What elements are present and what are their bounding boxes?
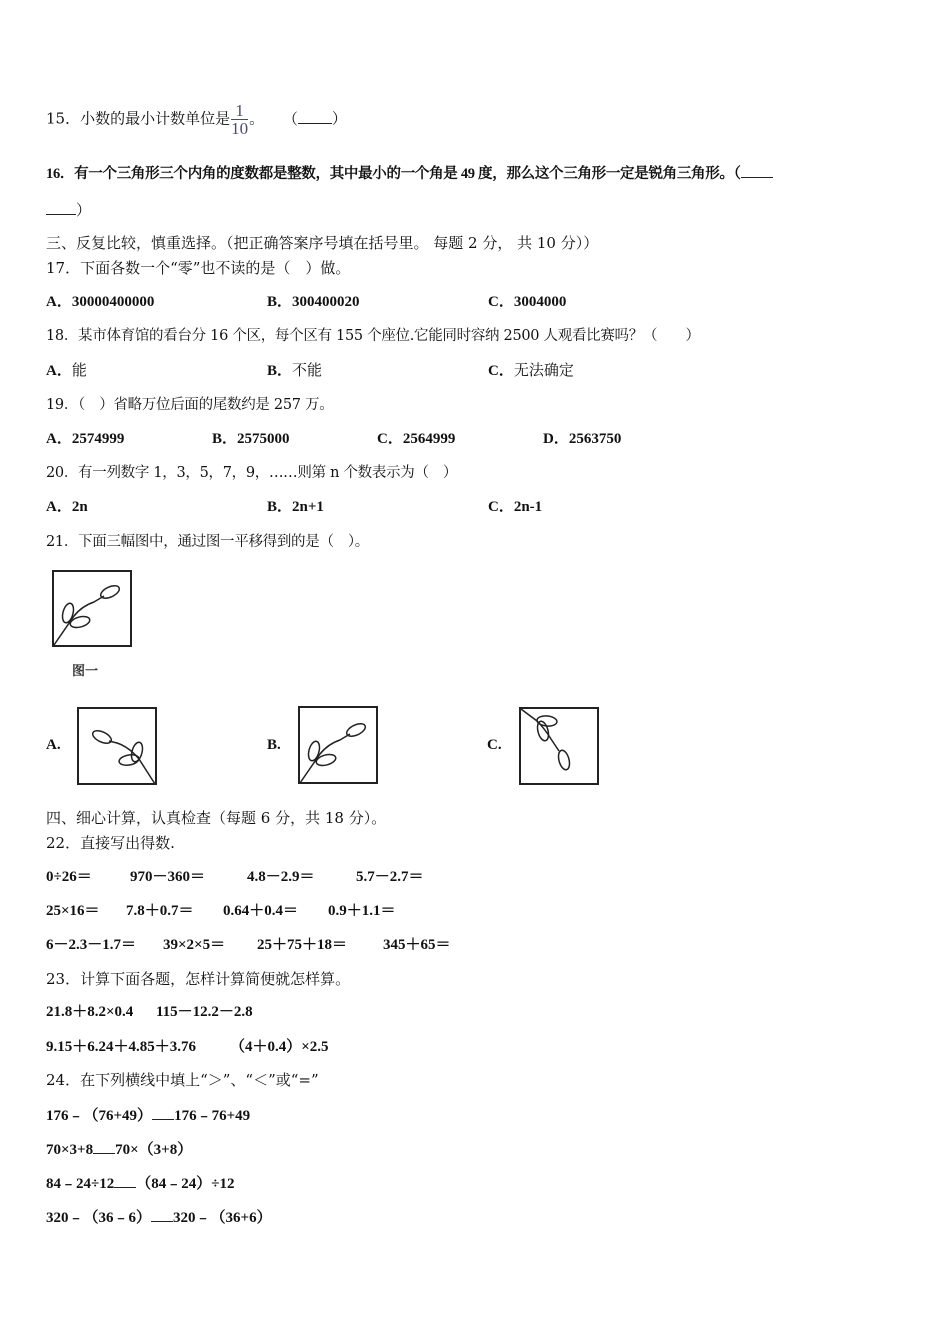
calc-22-r2-c4: 0.9＋1.1＝ [328, 903, 396, 919]
q21-option-a-branch-image[interactable] [77, 707, 157, 785]
calc-22-r3-c2: 39×2×5＝ [163, 937, 226, 953]
calc-22-r1-c4: 5.7－2.7＝ [356, 869, 424, 885]
question-18-stem: 18．某市体育馆的看台分 16 个区，每个区有 155 个座位.它能同时容纳 2500 人观看比赛吗？（ ） [46, 328, 700, 344]
fraction-one-tenth: $\frac{1}{10}$ [231, 101, 249, 138]
answer-blank-16a[interactable] [741, 163, 773, 178]
compare-blank-2[interactable] [93, 1139, 115, 1154]
q19-option-b[interactable]: B．2575000 [212, 431, 290, 447]
calc-23-r2-c1: 9.15＋6.24＋4.85＋3.76 [46, 1039, 197, 1055]
q19-option-a[interactable]: A．2574999 [46, 431, 125, 447]
question-24-stem: 24．在下列横线中填上“＞”、“＜”或“=” [46, 1071, 319, 1089]
q20-option-a[interactable]: A．2n [46, 499, 88, 515]
calc-23-r1-c1: 21.8＋8.2×0.4 [46, 1004, 134, 1020]
q20-option-c[interactable]: C．2n-1 [488, 499, 543, 515]
calc-22-r3-c1: 6－2.3－1.7＝ [46, 937, 137, 953]
calc-22-r2-c1: 25×16＝ [46, 903, 100, 919]
q17-option-c[interactable]: C．3004000 [488, 294, 567, 310]
compare-24-row-4: 320﹣（36﹣6） 320﹣（36+6） [46, 1207, 272, 1228]
calc-22-r3-c4: 345＋65＝ [383, 937, 451, 953]
q21-option-b-branch-image[interactable] [298, 706, 378, 784]
question-16: 16．有一个三角形三个内角的度数都是整数，其中最小的一个角是 49 度，那么这个三角形一定是锐角三角形。（ [46, 163, 773, 184]
q19-option-c[interactable]: C．2564999 [377, 431, 456, 447]
calc-22-r2-c3: 0.64＋0.4＝ [223, 903, 299, 919]
question-23-stem: 23．计算下面各题，怎样计算简便就怎样算。 [46, 970, 351, 988]
question-15-number: 15． [46, 109, 81, 128]
figure-1-branch-image [52, 570, 132, 647]
answer-blank-15[interactable] [298, 109, 332, 124]
question-19-stem: 19．（ ）省略万位后面的尾数约是 257 万。 [46, 397, 334, 413]
calc-23-r2-c2: （4＋0.4）×2.5 [230, 1039, 329, 1055]
question-15-text: 小数的最小计数单位是 [80, 109, 231, 128]
q20-option-b[interactable]: B．2n+1 [267, 499, 324, 515]
q18-option-a[interactable]: A．能 [46, 363, 87, 379]
q21-option-b-label[interactable]: B. [267, 737, 281, 753]
q21-option-c-label[interactable]: C. [487, 737, 502, 753]
q18-option-c[interactable]: C．无法确定 [488, 363, 574, 379]
q17-option-a[interactable]: A．30000400000 [46, 294, 155, 310]
q19-option-d[interactable]: D．2563750 [543, 431, 622, 447]
compare-24-row-1: 176﹣（76+49） 176﹣76+49 [46, 1105, 250, 1126]
section-3-title: 三、反复比较，慎重选择。（把正确答案序号填在括号里。 每题 2 分， 共 10 分）） [46, 234, 599, 252]
q18-option-b[interactable]: B．不能 [267, 363, 323, 379]
compare-24-row-3: 84﹣24÷12 （84﹣24）÷12 [46, 1173, 234, 1194]
compare-blank-3[interactable] [114, 1173, 136, 1188]
calc-22-r1-c1: 0÷26＝ [46, 869, 92, 885]
question-17-stem: 17．下面各数一个“零”也不读的是（ ）做。 [46, 259, 351, 277]
q21-option-c-branch-image[interactable] [519, 707, 599, 785]
calc-23-r1-c2: 115－12.2－2.8 [156, 1004, 253, 1020]
question-16-continued: ） [46, 200, 91, 220]
answer-blank-16b[interactable] [46, 200, 76, 215]
question-20-stem: 20．有一列数字 1，3，5，7，9，……则第 n 个数表示为（ ） [46, 465, 458, 481]
calc-22-r3-c3: 25＋75＋18＝ [257, 937, 348, 953]
compare-24-row-2: 70×3+8 70×（3+8） [46, 1139, 192, 1160]
question-22-stem: 22．直接写出得数. [46, 834, 175, 852]
calc-22-r2-c2: 7.8＋0.7＝ [126, 903, 194, 919]
q17-option-b[interactable]: B．300400020 [267, 294, 360, 310]
compare-blank-4[interactable] [151, 1207, 173, 1222]
q21-option-a-label[interactable]: A. [46, 737, 61, 753]
question-21-stem: 21．下面三幅图中，通过图一平移得到的是（ ）。 [46, 534, 369, 550]
calc-22-r1-c2: 970－360＝ [130, 869, 206, 885]
compare-blank-1[interactable] [152, 1105, 174, 1120]
calc-22-r1-c3: 4.8－2.9＝ [247, 869, 315, 885]
figure-1-caption: 图一 [72, 664, 99, 679]
section-4-title: 四、细心计算，认真检查（每题 6 分，共 18 分）。 [46, 809, 387, 827]
question-15: 15．小数的最小计数单位是 $\frac{1}{10}$ 。 （ ） [46, 101, 347, 138]
